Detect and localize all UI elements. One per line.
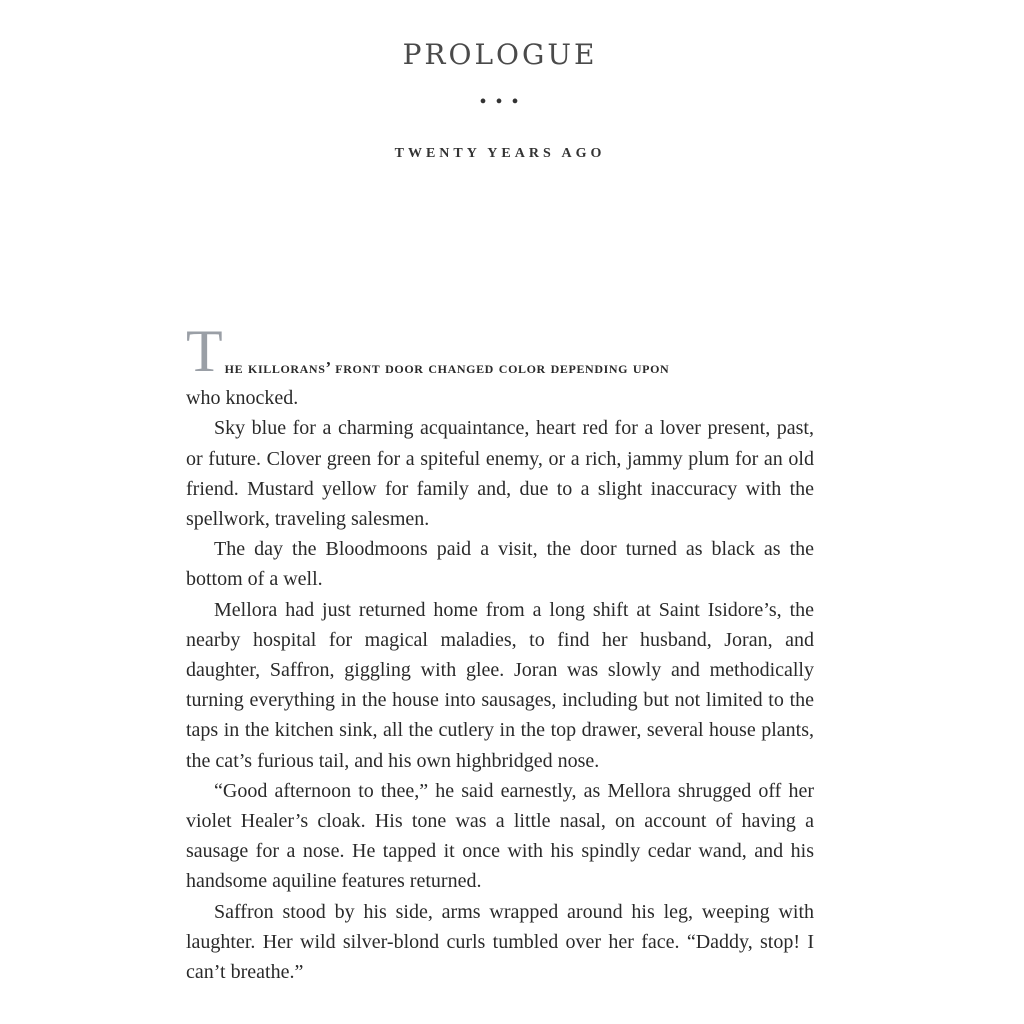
- opening-smallcaps: he killorans’ front door changed color depending upon: [224, 358, 670, 377]
- paragraph: Saffron stood by his side, arms wrapped around his leg, weeping with laughter. Her wild silver-blond curls tumbled over her face. “Daddy, stop! I can’t breathe.”: [186, 900, 814, 984]
- body-text: [186, 318, 814, 987]
- chapter-title: PROLOGUE: [402, 38, 598, 71]
- ornament-dots: • • •: [479, 91, 521, 113]
- paragraph: Mellora had just returned home from a long shift at Saint Isidore’s, the nearby hospital for magical maladies, to find her husband, Joran, and daughter, Saffron, giggling with glee. Joran was slowly and methodically turning everything in the house into sausages, including but not limited to the taps in the kitchen sink, all the cutlery in the top drawer, several house plants, the cat’s furious tail, and his own highbridged nose.: [186, 598, 814, 772]
- paragraph: The day the Bloodmoons paid a visit, the door turned as black as the bottom of a well.: [186, 538, 814, 591]
- paragraph: “Good afternoon to thee,” he said earnestly, as Mellora shrugged off her violet Healer’s cloak. His tone was a little nasal, on account of having a sausage for a nose. He tapped it once with his spindly cedar wand, and his handsome aquiline features returned.: [186, 779, 814, 893]
- paragraph: Sky blue for a charming acquaintance, heart red for a lover present, past, or future. Clover green for a spiteful enemy, or a rich, jammy plum for an old friend. Mustard yellow for family and, due to a slight inaccuracy with the spellwork, traveling salesmen.: [186, 417, 814, 531]
- opening-paragraph: [186, 318, 814, 413]
- drop-cap: T: [186, 318, 223, 384]
- opening-line: [186, 318, 814, 384]
- chapter-subtitle: TWENTY YEARS AGO: [394, 146, 606, 161]
- opening-rest: who knocked.: [186, 387, 299, 410]
